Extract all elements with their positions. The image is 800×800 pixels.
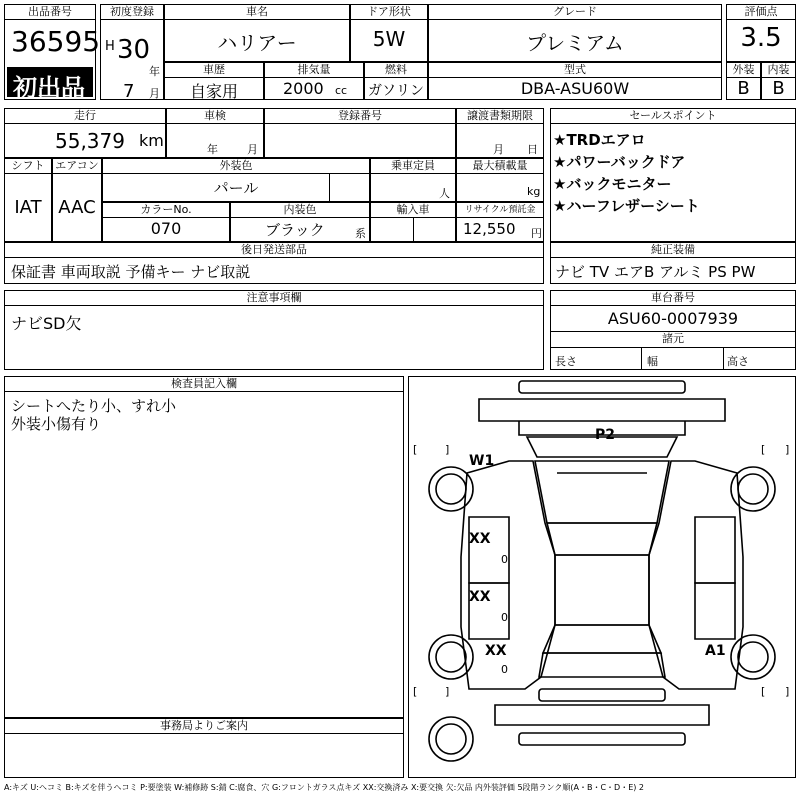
reg-month: 7 (123, 81, 135, 102)
reg-year-unit: 年 (149, 65, 160, 78)
lot-block (4, 4, 101, 102)
model: DBA-ASU60W (520, 79, 630, 98)
color-cell (102, 158, 370, 202)
mileage: 55,379 (55, 129, 125, 153)
sales-points-label: セールスポイント (551, 109, 795, 124)
bracket: [ (413, 443, 418, 456)
bracket: ] (785, 685, 790, 698)
score-label: 評価点 (727, 5, 795, 20)
car-outline-diagram (409, 377, 795, 777)
interior-grade-cell (761, 62, 796, 100)
legend: A:キズ U:ヘコミ B:キズを伴うヘコミ P:要塗装 W:補修跡 S:錆 C:腐食、穴 G:フロントガラス点キズ XX:交換済み X:要交換 欠:欠品 内外装評価 5段階ランク順(A・B・C・D・E) 2 (4, 783, 645, 792)
inspection-year-unit: 年 (207, 143, 218, 156)
mark-zero: 0 (501, 663, 508, 676)
capacity-unit: 人 (439, 187, 450, 200)
equipment-cell (550, 242, 796, 284)
mark-xx: XX (485, 643, 507, 659)
mileage-unit: km (139, 131, 164, 150)
grade: プレミアム (526, 31, 624, 55)
spec-divider (641, 347, 642, 369)
interior-color-unit: 系 (355, 227, 366, 240)
recycle-unit: 円 (531, 227, 542, 240)
door-type: 5W (372, 27, 406, 51)
import-label: 輸入車 (371, 203, 455, 218)
mark-w1: W1 (469, 453, 495, 469)
sales-points-cell (550, 108, 796, 242)
inspection-month-unit: 月 (247, 143, 258, 156)
displacement: 2000 (283, 79, 324, 98)
displacement-cell (264, 62, 364, 100)
caution-text: ナビSD欠 (11, 314, 82, 333)
later-parts-label: 後日発送部品 (5, 243, 543, 258)
registration-label: 初度登録 (101, 5, 163, 20)
door-label: ドア形状 (351, 5, 427, 20)
interior-color-label: 内装色 (231, 203, 369, 218)
load-unit: kg (527, 185, 541, 198)
color-divider (329, 174, 330, 202)
interior-label: 内装 (762, 63, 795, 78)
exterior-grade: B (737, 78, 750, 99)
mark-zero: 0 (501, 553, 508, 566)
bracket: ] (445, 443, 450, 456)
history-label: 車歴 (165, 63, 263, 78)
import-divider (413, 218, 414, 242)
fuel-cell (364, 62, 428, 100)
bracket: [ (413, 685, 418, 698)
score-cell (726, 4, 796, 62)
color-no-label: カラーNo. (103, 203, 229, 218)
inspector-label: 検査員記入欄 (5, 377, 403, 392)
spec-width: 幅 (647, 355, 658, 368)
inspection-cell (166, 108, 264, 158)
transfer-cell (456, 108, 544, 158)
lot-label: 出品番号 (5, 5, 95, 20)
mark-p2: P2 (595, 427, 616, 443)
spec-height: 高さ (727, 355, 749, 368)
color-no: 070 (150, 219, 182, 238)
sales-point-item: ★バックモニター (553, 175, 672, 193)
recycle-cell (456, 202, 544, 242)
inspection-label: 車検 (167, 109, 263, 124)
mark-a1: A1 (705, 643, 726, 659)
transfer-month-unit: 月 (493, 143, 504, 156)
mark-zero: 0 (501, 611, 508, 624)
recycle: 12,550 (463, 220, 516, 238)
equipment-label: 純正装備 (551, 243, 795, 258)
shift-label: シフト (5, 159, 51, 174)
color-label: 外装色 (103, 159, 369, 174)
spec-length: 長さ (555, 355, 577, 368)
interior-grade: B (772, 78, 785, 99)
capacity-cell (370, 158, 456, 202)
fuel: ガソリン (368, 83, 424, 99)
capacity-label: 乗車定員 (371, 159, 455, 174)
displacement-unit: cc (335, 84, 348, 97)
exterior-grade-cell (726, 62, 761, 100)
later-parts-cell (4, 242, 544, 284)
reg-year: 30 (117, 35, 151, 65)
history-cell (164, 62, 264, 100)
car-name-label: 車名 (165, 5, 349, 20)
sales-point-item: ★パワーバックドア (553, 153, 686, 171)
mark-xx: XX (469, 531, 491, 547)
caution-cell (4, 290, 544, 370)
door-cell (350, 4, 428, 62)
transfer-label: 譲渡書類期限 (457, 109, 543, 124)
displacement-label: 排気量 (265, 63, 363, 78)
chassis-number: ASU60-0007939 (607, 309, 739, 328)
spec-label: 諸元 (662, 332, 684, 345)
chassis-label: 車台番号 (551, 291, 795, 306)
reg-month-unit: 月 (149, 87, 160, 100)
inspector-line: 外装小傷有り (11, 415, 102, 433)
sales-point-item: ★TRDエアロ (553, 131, 646, 149)
era: H (105, 39, 115, 54)
chassis-cell (550, 290, 796, 370)
recycle-label: リサイクル預託金 (457, 203, 543, 218)
first-listing-text: 初出品 (13, 74, 85, 102)
shift: IAT (14, 197, 42, 218)
load-cell (456, 158, 544, 202)
score: 3.5 (740, 23, 782, 53)
reg-no-label: 登録番号 (265, 109, 455, 124)
registration-block (100, 4, 164, 100)
car-name: ハリアー (217, 31, 297, 55)
bracket: ] (785, 443, 790, 456)
import-cell (370, 202, 456, 242)
mileage-cell (4, 108, 166, 158)
caution-label: 注意事項欄 (5, 291, 543, 306)
reg-no-cell (264, 108, 456, 158)
model-label: 型式 (429, 63, 721, 78)
office-cell (4, 718, 404, 778)
bracket: [ (761, 685, 766, 698)
inspector-line: シートへたり小、すれ小 (11, 397, 177, 415)
grade-label: グレード (429, 5, 721, 20)
bracket: [ (761, 443, 766, 456)
lot-number: 36595 (11, 25, 101, 58)
color-no-cell (102, 202, 230, 242)
inspector-cell (4, 376, 404, 718)
spec-divider (551, 347, 795, 348)
grade-cell (428, 4, 722, 62)
model-cell (428, 62, 722, 100)
car-name-cell (164, 4, 350, 62)
load-label: 最大積載量 (457, 159, 543, 174)
interior-color: ブラック (265, 221, 325, 239)
mark-xx: XX (469, 589, 491, 605)
fuel-label: 燃料 (365, 63, 427, 78)
ac: AAC (58, 197, 96, 218)
bracket: ] (445, 685, 450, 698)
transfer-day-unit: 日 (527, 143, 538, 156)
ac-cell (52, 158, 102, 242)
office-label: 事務局よりご案内 (5, 719, 403, 734)
later-parts: 保証書 車両取説 予備キー ナビ取説 (11, 263, 251, 281)
ac-label: エアコン (53, 159, 101, 174)
exterior-label: 外装 (727, 63, 760, 78)
equipment: ナビ TV エアB アルミ PS PW (555, 263, 756, 281)
history: 自家用 (189, 82, 238, 101)
spec-divider (723, 347, 724, 369)
mileage-label: 走行 (5, 109, 165, 124)
sales-point-item: ★ハーフレザーシート (553, 197, 700, 215)
exterior-color: パール (213, 179, 259, 197)
shift-cell (4, 158, 52, 242)
interior-color-cell (230, 202, 370, 242)
damage-diagram (408, 376, 796, 778)
